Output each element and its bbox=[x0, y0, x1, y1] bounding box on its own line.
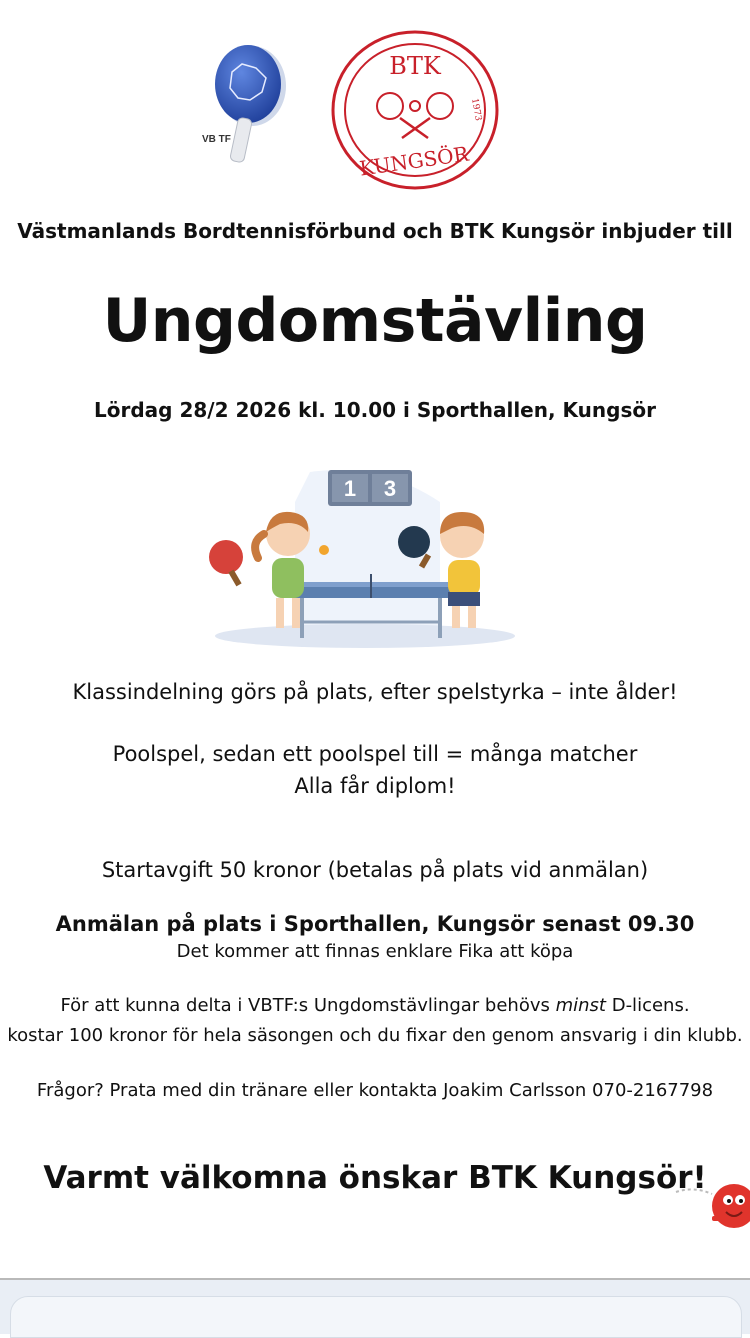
text-pool-play: Poolspel, sedan ett poolspel till = många matcher bbox=[112, 742, 638, 766]
poster-title: Ungdomstävling bbox=[102, 286, 648, 356]
text-diploma: Alla får diplom! bbox=[294, 774, 456, 798]
license-text-emphasis: minst bbox=[555, 995, 606, 1016]
btk-kungsor-seal-icon bbox=[328, 28, 502, 192]
closing-line: Varmt välkomna önskar BTK Kungsör! bbox=[43, 1160, 707, 1196]
text-license-requirement bbox=[0, 995, 750, 1016]
btk-seal-year: 1973 bbox=[469, 97, 483, 122]
text-entry-fee: Startavgift 50 kronor (betalas på plats vid anmälan) bbox=[101, 858, 649, 882]
btk-seal-bottom-text: KUNGSÖR bbox=[358, 141, 471, 181]
date-line: Lördag 28/2 2026 kl. 10.00 i Sporthallen, Kungsör bbox=[94, 398, 656, 422]
invite-line: Västmanlands Bordtennisförbund och BTK Kungsör inbjuder till bbox=[17, 219, 733, 243]
table-tennis-kids-illustration bbox=[200, 462, 530, 652]
bottom-card[interactable] bbox=[10, 1296, 742, 1338]
text-questions-contact: Frågor? Prata med din tränare eller kontakta Joakim Carlsson 070-2167798 bbox=[36, 1080, 714, 1101]
btk-seal-top-text: BTK bbox=[389, 52, 441, 80]
text-fika: Det kommer att finnas enklare Fika att köpa bbox=[176, 941, 574, 962]
vbtf-badge-text: VB TF bbox=[202, 134, 231, 145]
scoreboard-left: 1 bbox=[343, 476, 357, 501]
license-text-a: För att kunna delta i VBTF:s Ungdomstävlingar behövs bbox=[60, 995, 556, 1016]
text-registration: Anmälan på plats i Sporthallen, Kungsör senast 09.30 bbox=[55, 912, 695, 936]
text-class-division: Klassindelning görs på plats, efter spelstyrka – inte ålder! bbox=[72, 680, 678, 704]
license-text-b: D-licens. bbox=[605, 995, 690, 1016]
text-license-cost: kostar 100 kronor för hela säsongen och du fixar den genom ansvarig i din klubb. bbox=[7, 1025, 743, 1046]
scoreboard-right: 3 bbox=[383, 476, 397, 501]
ball-mascot-icon bbox=[672, 1176, 750, 1238]
vbtf-logo-icon bbox=[190, 42, 300, 172]
